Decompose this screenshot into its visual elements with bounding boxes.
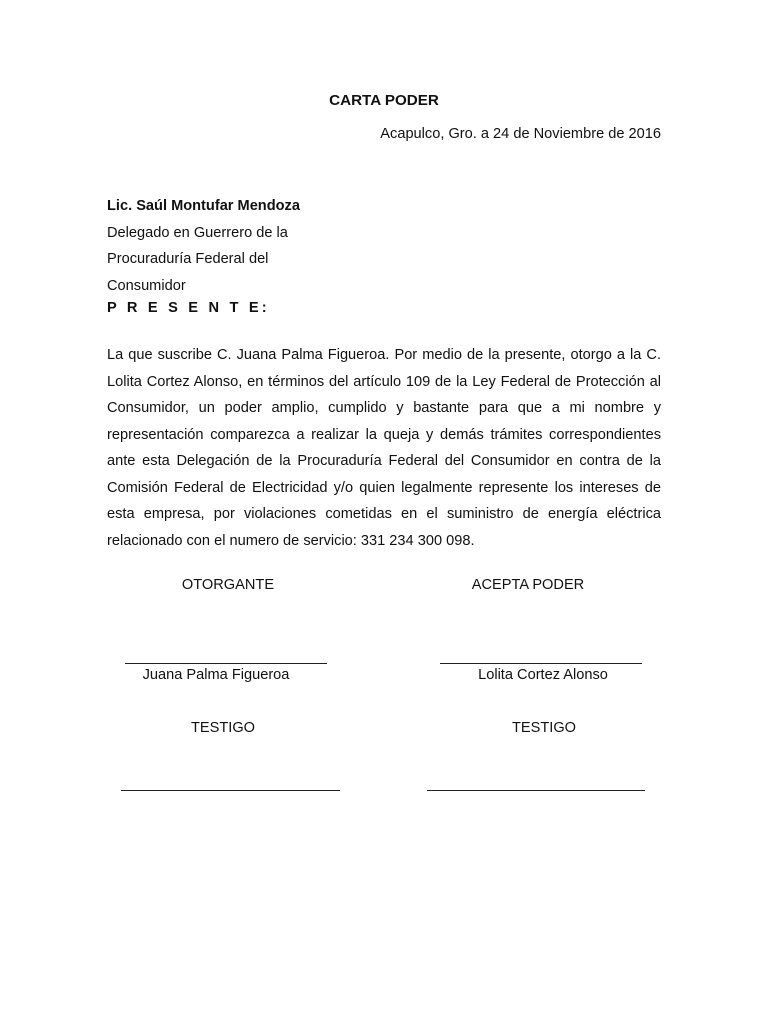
recipient-line-1: Delegado en Guerrero de la [107,224,288,241]
testigo-left-signature-line [121,790,340,791]
acepta-name: Lolita Cortez Alonso [478,667,608,683]
document-title: CARTA PODER [329,92,439,109]
otorgante-name: Juana Palma Figueroa [142,667,290,683]
recipient-name: Lic. Saúl Montufar Mendoza [107,198,300,214]
recipient-line-2: Procuraduría Federal del [107,251,269,267]
testigo-right-signature-line [427,790,645,791]
testigo-left-label: TESTIGO [190,720,256,736]
acepta-poder-label: ACEPTA PODER [471,577,585,593]
testigo-right-label: TESTIGO [511,720,577,736]
recipient-block [107,193,300,299]
salutation-presente: P R E S E N T E: [107,300,270,316]
otorgante-label: OTORGANTE [181,577,275,593]
body-paragraph: La que suscribe C. Juana Palma Figueroa. Por medio de la presente, otorgo a la C. Lolita Cortez Alonso, en términos del artículo 109 de la Ley Federal de Protección al Consumidor, un poder amplio, cumplido y bastante para que a mi nombre y representación comparezca a realizar la queja y demás trámites correspondientes ante esta Delegación de la Procuraduría Federal del Consumidor en contra de la Comisión Federal de Electricidad y/o quien legalmente represente los intereses de esta empresa, por violaciones cometidas en el suministro de energía eléctrica relacionado con el numero de servicio: 331 234 300 098. [107,347,661,549]
recipient-line-3: Consumidor [107,277,186,294]
acepta-signature-line [440,663,642,664]
otorgante-signature-line [125,663,327,664]
date-line: Acapulco, Gro. a 24 de Noviembre de 2016 [380,126,661,142]
